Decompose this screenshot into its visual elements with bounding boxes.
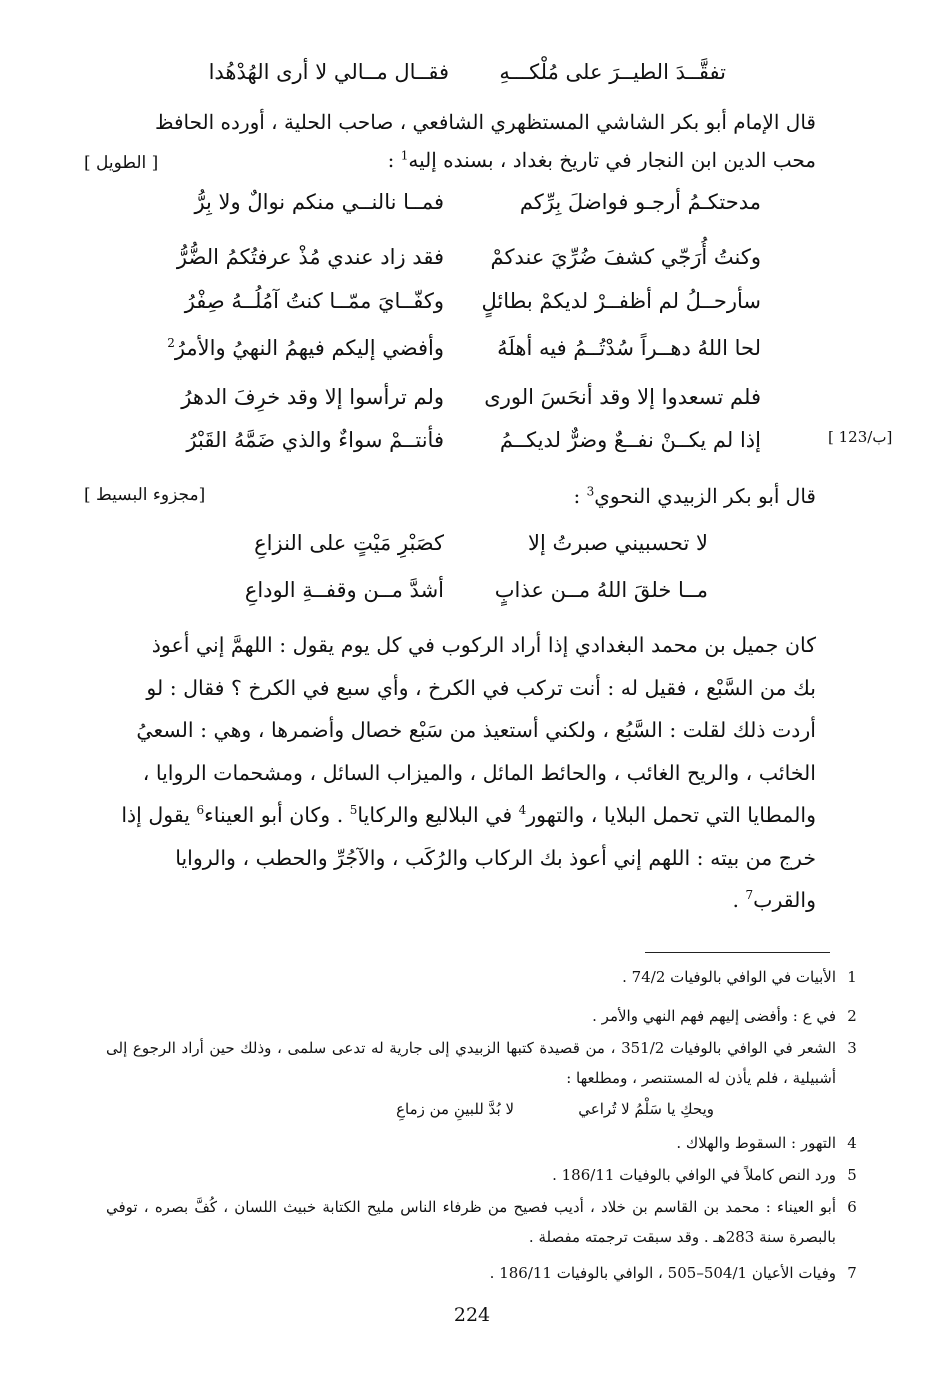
meter-label: [مجزوء البسيط ] [84,485,206,505]
intro-paragraph [116,103,816,179]
footnote-number: 1 [847,968,857,986]
page-number: 224 [453,1304,491,1326]
meter-label: [ الطويل ] [84,153,159,173]
intro-line-end: : [387,148,401,172]
prose-line: أردت ذلك لقلت : السَّبُع ، ولكني أستعيذ من سَبْع خصال وأضمرها ، وهي : السعيُ [136,718,816,742]
poem-verse [0,182,944,222]
hemistich-second: أشدَّ مــن وقفــةِ الوداعِ [244,578,444,602]
footnote-text: الشعر في الوافي بالوفيات 351/2 ، من قصيدة كتبها الزبيدي إلى جارية له تدعى سلمى ، وذلك حين أراد الرجوع إلى أشبيلية ، فلم يأذن له المستنصر ، ومطلعها : [106,1039,836,1087]
footnote [106,1128,857,1158]
footnote-ref[interactable]: 7 [745,888,754,903]
prose-segment: يقول إذا [121,803,197,827]
hemistich-first: فلم تسعدوا إلا وقد أنحَسَ الورى [484,385,761,409]
manuscript-folio-ref: [ 123/ب] [828,428,893,446]
footnote [106,1192,857,1252]
hemistich-first: سأرحــلُ لم أظفــرْ لديكمْ بطائلٍ [481,289,761,313]
footnote-number: 4 [847,1134,857,1152]
poem-verse [0,377,944,417]
hemistich-second: فأنتــمْ سواءٌ والذي ضَمَّهُ القَبْرُ [186,428,444,452]
footnote-number: 7 [847,1264,857,1282]
prose-segment: والقرب [753,888,816,912]
hemistich-second: ولم ترأسوا إلا وقد خرِفَ الدهرُ [181,385,444,409]
footnote-number: 5 [847,1166,857,1184]
poem-verse [0,328,944,368]
poem-verse [0,570,944,610]
footnote-verse-first: ويحكِ يا سَلْمُ لا تُراعي [578,1100,714,1118]
footnote-ref[interactable]: 2 [167,336,175,350]
hemistich-first: لا تحسبيني صبرتُ إلا [528,531,708,555]
intro-line: قال الإمام أبو بكر الشاشي المستظهري الشافعي ، صاحب الحلية ، أورده الحافظ [155,110,816,134]
hemistich-text: وأفضي إليكم فيهمُ النهيُ والأمرُ [174,336,444,360]
hemistich-second: وكفّــايَ ممّــا كنتُ آمُلُــهُ صِفْرُ [184,289,444,313]
poem-verse [0,237,944,277]
hemistich-second: فمــا نالنــي منكم نوالٌ ولا بِرُّ [194,190,444,214]
poem-verse [0,523,944,563]
footnote-verse-second: لا بُدَّ للبينِ من زماعِ [396,1100,514,1118]
footnote-text: التهور : السقوط والهلاك . [676,1134,836,1152]
hemistich-second: فقد زاد عندي مُذْ عرفتُكمُ الضُّرُّ [176,245,444,269]
footnote-ref[interactable]: 3 [586,484,595,499]
poem-verse [0,420,944,460]
intro-end: : [573,484,587,508]
prose-segment: . وكان أبو العيناء [204,803,350,827]
intro-paragraph-2 [116,477,816,515]
footnote-ref[interactable]: 4 [518,803,527,818]
footnote-text: الأبيات في الوافي بالوفيات 74/2 . [622,968,836,986]
footnote-text: في ع : وأفضى إليهم فهم النهي والأمر . [592,1007,836,1025]
footnote [106,1001,857,1031]
prose-line: كان جميل بن محمد البغدادي إذا أراد الركوب في كل يوم يقول : اللهمَّ إني أعوذ [151,633,816,657]
prose-line [100,879,816,922]
footnote [106,1160,857,1190]
hemistich-first: إذا لم يكــنْ نفــعٌ وضرٌّ لديكــمُ [499,428,761,452]
footnote-separator [645,952,830,953]
verse-first-hemistich: تفقَّــدَ الطيــرَ على مُلْكـــهِ [499,60,726,84]
prose-segment: والمطايا التي تحمل البلايا ، والتهور [526,803,816,827]
verse-second-hemistich: فقــال مــالي لا أرى الهُدْهُدا [208,60,449,84]
footnote-ref[interactable]: 6 [196,803,205,818]
prose-line [100,794,816,837]
hemistich-first: لحا اللهُ دهــراً سُدْتُــمُ فيه أهلَهُ [497,336,761,360]
footnote-text: أبو العيناء : محمد بن القاسم بن خلاد ، أديب فصيح من ظرفاء الناس مليح الكتابة خبيث اللسان ، كُفَّ بصره ، توفي بالبصرة سنة 283هـ . وقد سبقت ترجمته مفصلة . [106,1198,836,1246]
prose-segment: في البلاليع والركايا [357,803,519,827]
prose-segment: . [732,888,746,912]
footnote-text: ورد النص كاملاً في الوافي بالوفيات 186/11 . [552,1166,836,1184]
hemistich-second [167,328,444,368]
opening-verse [0,52,944,92]
intro-text: قال أبو بكر الزبيدي النحوي [594,484,816,508]
poem-verse [0,281,944,321]
intro-line [116,141,816,179]
footnote-text: وفيات الأعيان 504/1–505 ، الوافي بالوفيات 186/11 . [489,1264,836,1282]
footnote-number: 2 [847,1007,857,1025]
footnote-number: 3 [847,1039,857,1057]
footnote-ref[interactable]: 1 [400,148,409,163]
prose-line: الخائب ، والريح الغائب ، والحائط المائل ، والميزاب السائل ، ومشحمات الروايا ، [142,760,816,785]
footnote-number: 6 [847,1198,857,1216]
footnote [106,1258,857,1288]
footnote-ref[interactable]: 5 [349,803,358,818]
hemistich-first: مدحتكـمُ أرجـو فواضلَ بِرِّكم [519,190,761,214]
footnote [106,1033,857,1093]
hemistich-second: كصَبْرِ مَيْتٍ على النزاعِ [254,531,444,555]
hemistich-first: وكنتُ أُرَجّي كشفَ ضُرِّيَ عندكمْ [490,245,761,269]
prose-line: خرج من بيته : اللهم إني أعوذ بك الركاب والرُكَب ، والآجُرِّ والحطب ، والروايا [175,845,816,870]
hemistich-first: مــا خلقَ اللهُ مــن عذابٍ [494,578,708,602]
prose-line: بك من السَّبْع ، فقيل له : أنت تركب في الكرخ ، وأي سبع في الكرخ ؟ فقال : لو [146,675,816,700]
footnote [106,962,857,992]
intro-line-text: محب الدين ابن النجار في تاريخ بغداد ، بسنده إليه [408,148,816,172]
anecdote-paragraph [100,624,816,922]
